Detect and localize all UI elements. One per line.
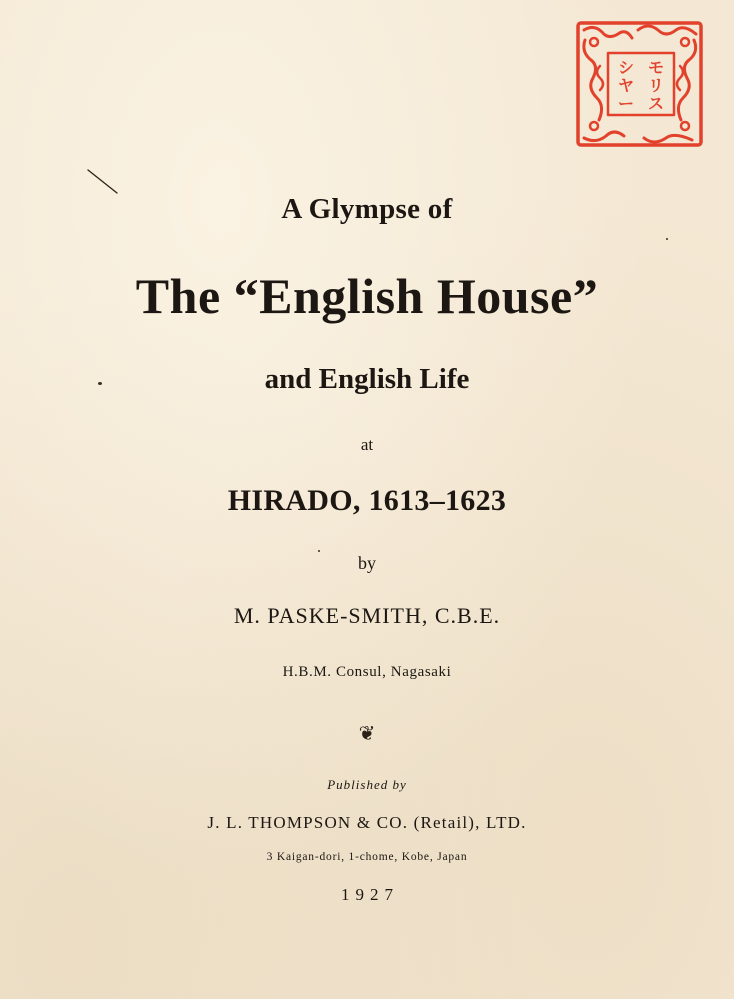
seal-character: リ xyxy=(647,76,665,95)
main-title: The “English House” xyxy=(135,268,599,324)
red-collector-seal-icon xyxy=(574,18,705,150)
by-word: by xyxy=(358,553,376,573)
seal-character: シ xyxy=(617,58,635,77)
published-by-label: Published by xyxy=(327,777,407,792)
publisher-address: 3 Kaigan-dori, 1-chome, Kobe, Japan xyxy=(266,851,468,863)
publisher-name: J. L. THOMPSON & CO. (Retail), LTD. xyxy=(207,813,527,832)
ink-speck xyxy=(318,550,320,552)
ornament-icon: ❦ xyxy=(358,723,376,745)
pen-stroke-mark xyxy=(86,168,120,196)
author-title: H.B.M. Consul, Nagasaki xyxy=(282,664,452,680)
at-word: at xyxy=(360,435,374,454)
subtitle-top: A Glympse of xyxy=(281,193,453,225)
seal-character: ヤ xyxy=(617,76,635,95)
author-name: M. PASKE-SMITH, C.B.E. xyxy=(233,603,501,628)
seal-character: ス xyxy=(647,94,665,113)
subtitle-bottom: and English Life xyxy=(264,363,470,395)
place-and-dates: HIRADO, 1613–1623 xyxy=(227,484,507,517)
publication-year: 1927 xyxy=(341,885,399,904)
seal-character: ー xyxy=(617,94,635,113)
seal-character: モ xyxy=(647,58,665,77)
ink-speck xyxy=(666,238,668,240)
